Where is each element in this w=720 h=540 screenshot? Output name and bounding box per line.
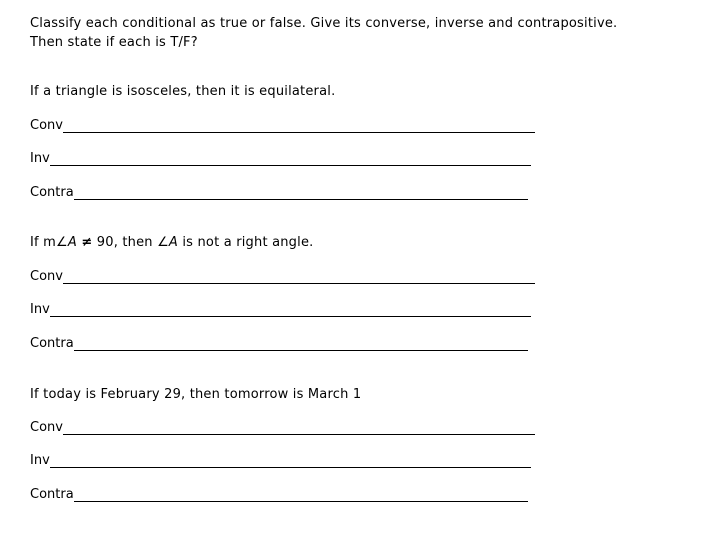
contrapositive-answer-line[interactable] bbox=[74, 336, 528, 351]
statement-post: is not a right angle. bbox=[178, 235, 314, 250]
converse-label: Conv bbox=[30, 269, 63, 284]
converse-answer-line[interactable] bbox=[63, 269, 535, 284]
problem-3-inverse-row bbox=[30, 453, 531, 468]
inverse-label: Inv bbox=[30, 151, 50, 166]
problem-2-inverse-row bbox=[30, 302, 531, 317]
inverse-answer-line[interactable] bbox=[50, 151, 531, 166]
inverse-answer-line[interactable] bbox=[50, 302, 531, 317]
contrapositive-answer-line[interactable] bbox=[74, 487, 528, 502]
problem-2-converse-row bbox=[30, 269, 535, 284]
converse-answer-line[interactable] bbox=[63, 420, 535, 435]
problem-2-contrapositive-row bbox=[30, 336, 528, 351]
inverse-label: Inv bbox=[30, 453, 50, 468]
inverse-label: Inv bbox=[30, 302, 50, 317]
converse-label: Conv bbox=[30, 118, 63, 133]
instructions-line-2: Then state if each is T/F? bbox=[30, 35, 198, 50]
statement-mid: 90, then bbox=[96, 235, 158, 250]
problem-3-contrapositive-row bbox=[30, 487, 528, 502]
contrapositive-label: Contra bbox=[30, 336, 74, 351]
contrapositive-label: Contra bbox=[30, 185, 74, 200]
angle-a: ∠A bbox=[157, 235, 179, 250]
problem-1-converse-row bbox=[30, 118, 535, 133]
contrapositive-label: Contra bbox=[30, 487, 74, 502]
inverse-answer-line[interactable] bbox=[50, 453, 531, 468]
converse-label: Conv bbox=[30, 420, 63, 435]
problem-3-converse-row bbox=[30, 420, 535, 435]
instructions-line-1: Classify each conditional as true or false. Give its converse, inverse and contrapositive. bbox=[30, 16, 618, 31]
problem-3-statement: If today is February 29, then tomorrow is March 1 bbox=[30, 387, 362, 402]
problem-1-statement: If a triangle is isosceles, then it is equilateral. bbox=[30, 84, 336, 99]
problem-1-contrapositive-row bbox=[30, 185, 528, 200]
contrapositive-answer-line[interactable] bbox=[74, 185, 528, 200]
problem-1-inverse-row bbox=[30, 151, 531, 166]
not-equal-symbol: ≠ bbox=[81, 235, 93, 250]
angle-a: ∠A bbox=[56, 235, 77, 250]
converse-answer-line[interactable] bbox=[63, 118, 535, 133]
statement-pre: If m bbox=[30, 235, 57, 250]
problem-2-statement bbox=[30, 235, 313, 250]
